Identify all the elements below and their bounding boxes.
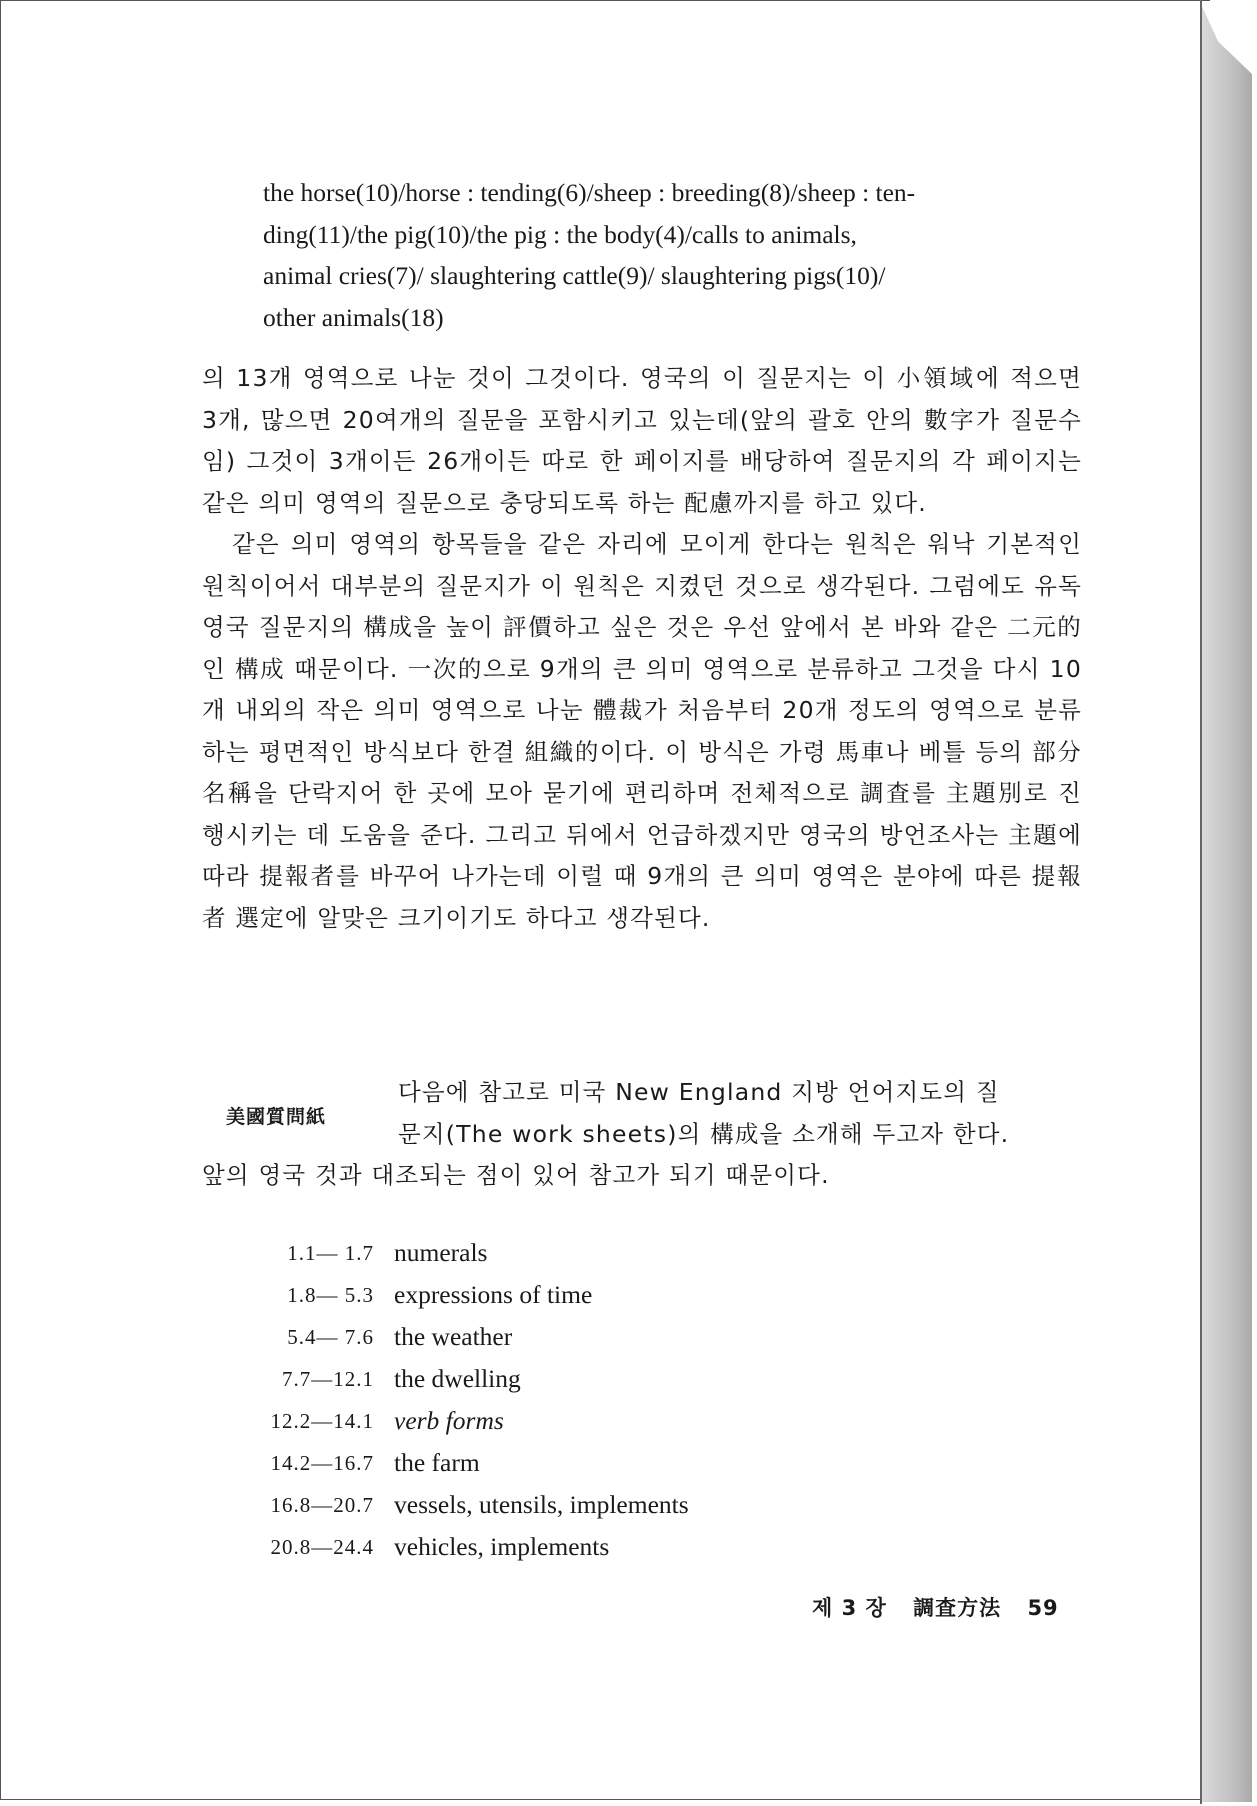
contents-topic: numerals	[394, 1238, 488, 1267]
contents-row	[220, 1484, 920, 1526]
intro-line: 다음에 참고로 미국 New England 지방 언어지도의 질	[398, 1078, 1000, 1106]
contents-row	[220, 1442, 920, 1484]
contents-row	[220, 1232, 920, 1274]
contents-topic: the farm	[394, 1448, 480, 1477]
english-list-line: animal cries(7)/ slaughtering cattle(9)/ slaughtering pigs(10)/	[263, 261, 886, 290]
section-title: 調査方法	[913, 1596, 1002, 1620]
paragraph-2: 같은 의미 영역의 항목들을 같은 자리에 모이게 한다는 원칙은 워낙 기본적인 원칙이어서 대부분의 질문지가 이 원칙은 지켰던 것으로 생각된다. 그럼에도 유독 영국 질문지의 構成을 높이 評價하고 싶은 것은 우선 앞에서 본 바와 같은 二元的인 構成 때문이다. 一次的으로 9개의 큰 의미 영역으로 분류하고 그것을 다시 10개 내외의 작은 의미 영역으로 나눈 體裁가 처음부터 20개 정도의 영역으로 분류하는 평면적인 방식보다 한결 組織的이다. 이 방식은 가령 馬車나 베틀 등의 部分名稱을 단락지어 한 곳에 모아 묻기에 편리하며 전체적으로 調査를 主題別로 진행시키는 데 도움을 준다. 그리고 뒤에서 언급하겠지만 영국의 방언조사는 主題에 따라 提報者를 바꾸어 나가는데 이럴 때 9개의 큰 의미 영역은 분야에 따른 提報者 選定에 알맞은 크기이기도 하다고 생각된다.	[202, 530, 1082, 932]
contents-row	[220, 1274, 920, 1316]
page-footer	[812, 1592, 1077, 1622]
contents-topic: the weather	[394, 1322, 513, 1351]
contents-topic: expressions of time	[394, 1280, 593, 1309]
contents-row	[220, 1526, 920, 1568]
page-edge-line	[1200, 0, 1202, 1804]
english-list-line: ding(11)/the pig(10)/the pig : the body(4)/calls to animals,	[263, 219, 857, 249]
contents-range: 1.1— 1.7	[287, 1241, 374, 1265]
contents-range: 1.8— 5.3	[287, 1283, 374, 1307]
intro-paragraph	[202, 1072, 1082, 1197]
body-text	[202, 358, 1082, 939]
contents-row	[220, 1400, 920, 1442]
contents-row	[220, 1316, 920, 1358]
work-sheet-contents	[220, 1232, 920, 1568]
page-edge-shadow	[1200, 2, 1252, 1802]
contents-range: 5.4— 7.6	[287, 1325, 374, 1349]
english-list-line: other animals(18)	[263, 302, 444, 332]
english-category-list	[263, 172, 1083, 338]
contents-row	[220, 1358, 920, 1400]
contents-range: 7.7—12.1	[282, 1367, 374, 1391]
contents-topic: the dwelling	[394, 1364, 521, 1393]
contents-topic: vehicles, implements	[394, 1532, 610, 1561]
contents-range: 12.2—14.1	[270, 1409, 374, 1433]
contents-range: 20.8—24.4	[270, 1535, 374, 1559]
contents-topic: vessels, utensils, implements	[394, 1490, 689, 1519]
margin-note: 美國質問紙	[226, 1106, 327, 1128]
contents-range: 14.2—16.7	[270, 1451, 374, 1475]
english-list-line: the horse(10)/horse : tending(6)/sheep : breeding(8)/sheep : ten-	[263, 178, 916, 207]
page-number: 59	[1027, 1596, 1059, 1620]
contents-topic: verb forms	[394, 1406, 504, 1435]
contents-range: 16.8—20.7	[270, 1493, 374, 1517]
intro-line: 앞의 영국 것과 대조되는 점이 있어 참고가 되기 때문이다.	[202, 1161, 830, 1189]
paragraph-1: 의 13개 영역으로 나눈 것이 그것이다. 영국의 이 질문지는 이 小領域에 적으면 3개, 많으면 20여개의 질문을 포함시키고 있는데(앞의 괄호 안의 數字가 질문수임) 그것이 3개이든 26개이든 따로 한 페이지를 배당하여 질문지의 각 페이지는 같은 의미 영역의 질문으로 충당되도록 하는 配慮까지를 하고 있다.	[202, 364, 1082, 517]
intro-line: 문지(The work sheets)의 構成을 소개해 두고자 한다.	[398, 1119, 1010, 1148]
chapter-label: 제 3 장	[812, 1596, 887, 1620]
